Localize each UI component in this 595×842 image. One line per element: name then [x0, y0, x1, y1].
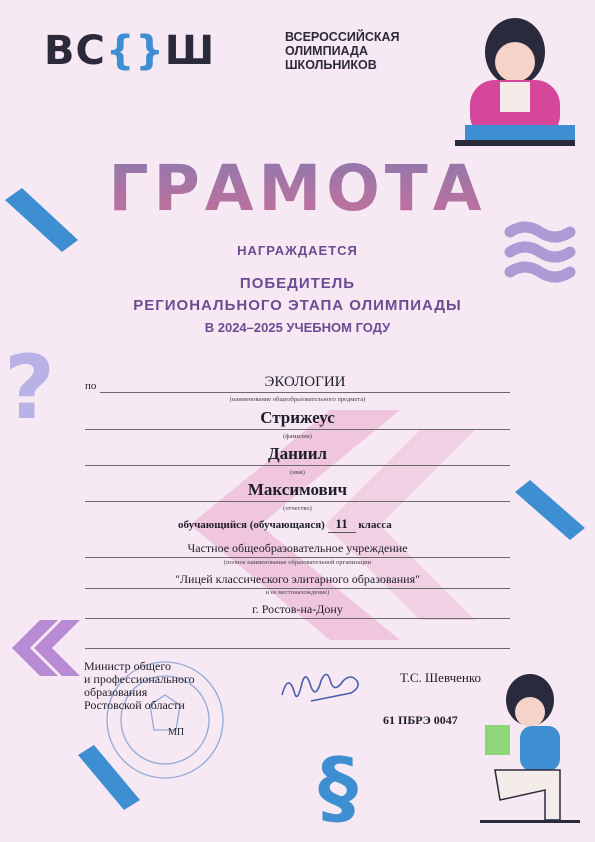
school-line2-field [85, 568, 510, 589]
city-field [85, 598, 510, 619]
blank-line-field [85, 628, 510, 649]
school-line1-value: Частное общеобразовательное учреждение [187, 541, 408, 555]
award-line-stage: РЕГИОНАЛЬНОГО ЭТАПА ОЛИМПИАДЫ [133, 297, 462, 314]
po-label: по [85, 380, 97, 392]
name-caption: (имя) [290, 469, 305, 476]
patronymic-caption: (отчество) [283, 505, 312, 512]
patronymic-value: Максимович [247, 480, 348, 499]
student-prefix: обучающийся (обучающаяся) [178, 519, 325, 531]
logo-left-text: ВС [44, 28, 106, 74]
signer-name: Т.С. Шевченко [400, 670, 482, 685]
school-line1-field [85, 537, 510, 558]
surname-value: Стрижеус [260, 408, 335, 427]
double-chevron-left-icon [12, 620, 80, 676]
patronymic-field [85, 477, 510, 502]
student-grade-line [178, 516, 392, 533]
logo-brackets-text: {} [105, 28, 165, 74]
olympiad-logo [44, 28, 215, 74]
name-value: Даниил [267, 444, 328, 463]
grade-suffix: класса [358, 519, 392, 531]
question-mark-icon: ? [4, 336, 56, 439]
school-line2-value: "Лицей классического элитарного образования" [175, 572, 420, 586]
location-caption: и ее местонахождение) [265, 589, 330, 596]
sitting-girl-illustration [480, 674, 580, 823]
section-sign-icon: § [318, 741, 358, 834]
reading-woman-illustration [455, 18, 575, 146]
blue-bar-right [515, 480, 585, 540]
school-caption: (полное наименование образовательной организации [223, 559, 372, 566]
city-value: г. Ростов-на-Дону [252, 602, 343, 616]
award-line-year: В 2024–2025 УЧЕБНОМ ГОДУ [204, 320, 391, 335]
document-title: ГРАМОТА [0, 152, 595, 225]
surname-field [85, 405, 510, 430]
grade-value: 11 [328, 516, 356, 533]
name-field [85, 441, 510, 466]
subject-value: ЭКОЛОГИИ [264, 374, 346, 390]
handwritten-signature [282, 674, 358, 701]
mp-stamp-label: МП [168, 727, 185, 738]
award-line-awarded: НАГРАЖДАЕТСЯ [237, 243, 358, 258]
signatory-position: Министр общего и профессионального образования Ростовской области [84, 659, 195, 712]
blue-bar-bottom-left [78, 745, 140, 810]
organization-name: ВСЕРОССИЙСКАЯ ОЛИМПИАДА ШКОЛЬНИКОВ [285, 30, 400, 72]
subject-caption: (наименование общеобразовательного предмета) [229, 396, 366, 403]
certificate-serial: 61 ПБРЭ 0047 [383, 713, 458, 727]
award-line-winner: ПОБЕДИТЕЛЬ [239, 275, 356, 292]
subject-field [100, 368, 510, 393]
surname-caption: (фамилия) [283, 433, 312, 440]
logo-right-text: Ш [164, 28, 216, 74]
